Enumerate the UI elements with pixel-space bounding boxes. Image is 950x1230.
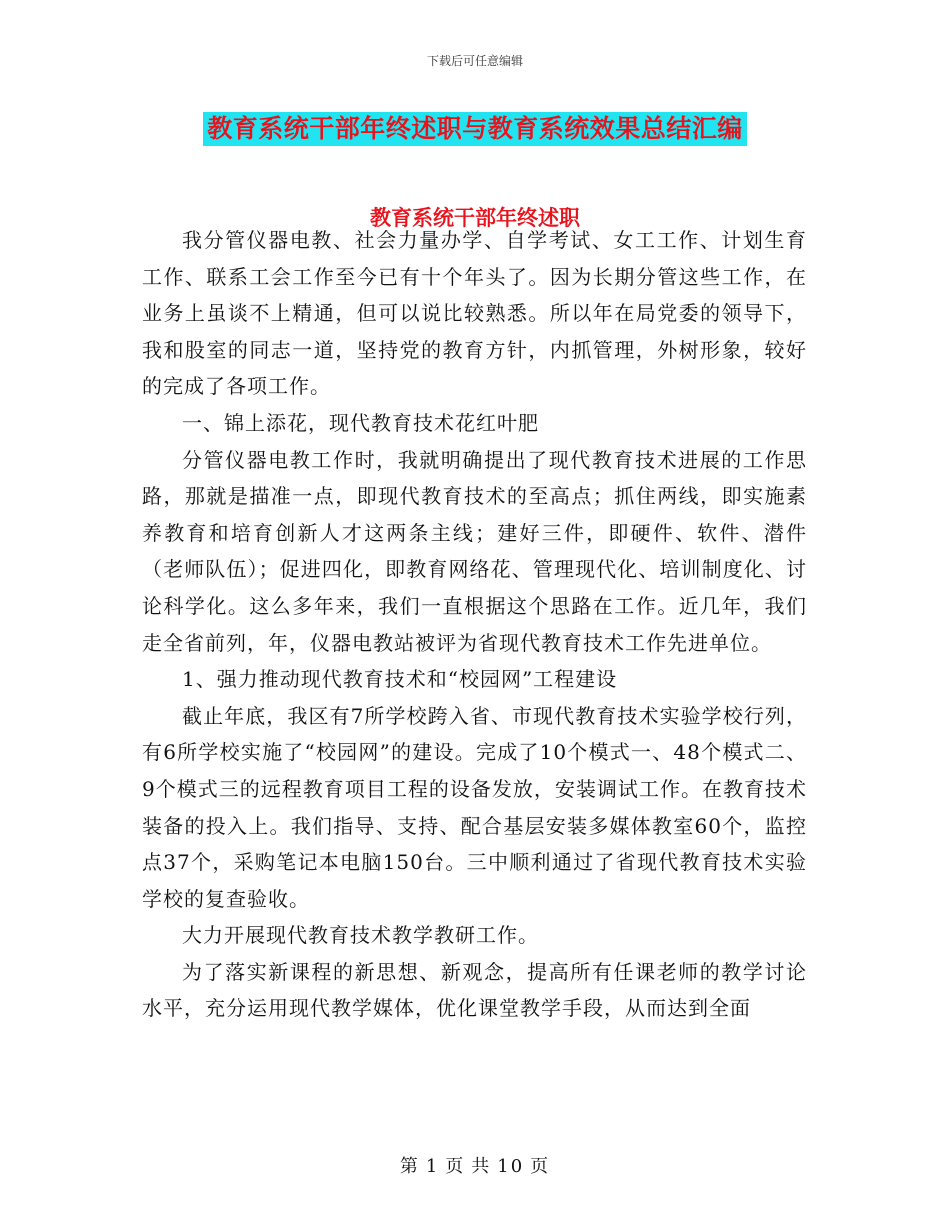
- total-pages-number: 10: [497, 1156, 525, 1177]
- footer-suffix: 页: [530, 1156, 551, 1177]
- paragraph: 我分管仪器电教、社会力量办学、自学考试、女工工作、计划生育工作、联系工会工作至今已有十个年头了。因为长期分管这些工作，在业务上虽谈不上精通，但可以说比较熟悉。所以年在局党委的领导下，我和股室的同志一道，坚持党的教育方针，内抓管理，外树形象，较好的完成了各项工作。: [142, 228, 807, 399]
- header-note: 下载后可任意编辑: [426, 54, 523, 68]
- footer-page-word: 页: [445, 1156, 466, 1177]
- paragraph-heading: 大力开展现代教育技术教学教研工作。: [182, 923, 539, 948]
- paragraph: 分管仪器电教工作时，我就明确提出了现代教育技术进展的工作思路，那就是描准一点，即现代教育技术的至高点；抓住两线，即实施素养教育和培育创新人才这两条主线；建好三件，即硬件、软件、潜件（老师队伍）；促进四化，即教育网络花、管理现代化、培训制度化、讨论科学化。这么多年来，我们一直根据这个思路在工作。近几年，我们走全省前列，年，仪器电教站被评为省现代教育技术工作先进单位。: [142, 447, 807, 655]
- current-page-number: 1: [425, 1156, 440, 1177]
- document-body: [142, 222, 807, 1027]
- paragraph-heading: 1、强力推动现代教育技术和“校园网”工程建设: [182, 667, 618, 692]
- paragraph: 截止年底，我区有7所学校跨入省、市现代教育技术实验学校行列，有6所学校实施了“校园网”的建设。完成了10个模式一、48个模式二、9个模式三的远程教育项目工程的设备发放，安装调试工作。在教育技术装备的投入上。我们指导、支持、配合基层安装多媒体教室60个，监控点37个，采购笔记本电脑150台。三中顺利通过了省现代教育技术实验学校的复查验收。: [142, 703, 807, 911]
- footer-total-word: 共: [471, 1156, 492, 1177]
- page-footer: [0, 1152, 950, 1178]
- paragraph: 为了落实新课程的新思想、新观念，提高所有任课老师的教学讨论水平，充分运用现代教学媒体，优化课堂教学手段，从而达到全面: [142, 959, 807, 1021]
- paragraph-heading: 一、锦上添花，现代教育技术花红叶肥: [182, 410, 539, 435]
- section-title: 教育系统干部年终述职: [370, 205, 580, 230]
- main-title: 教育系统干部年终述职与教育系统效果总结汇编: [203, 112, 747, 146]
- main-title-container: [0, 112, 950, 146]
- footer-prefix: 第: [399, 1156, 420, 1177]
